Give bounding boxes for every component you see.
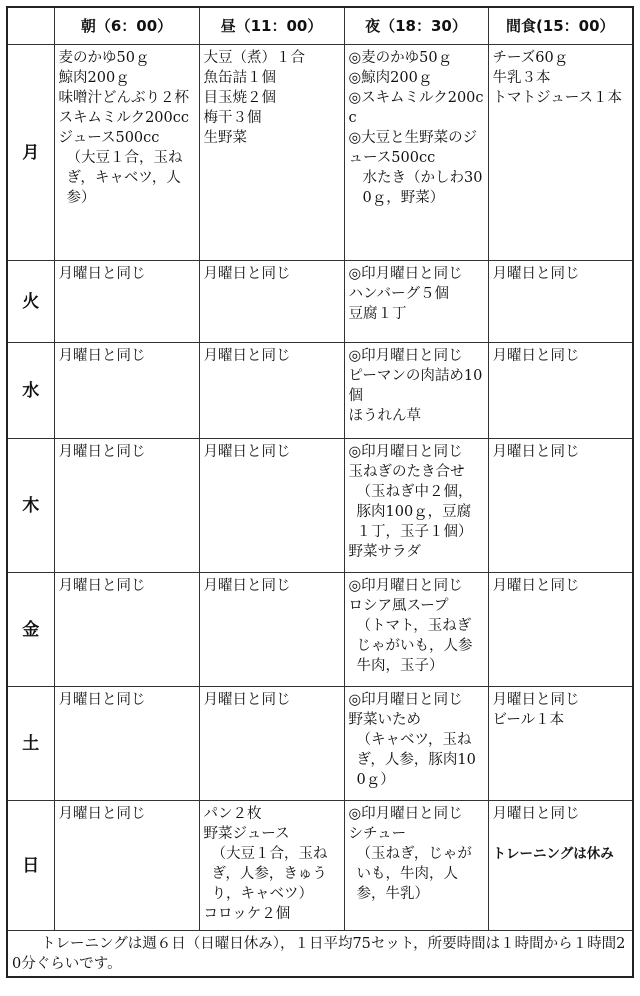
menu-item: ◎印月曜日と同じ xyxy=(348,806,463,822)
menu-item: 生野菜 xyxy=(203,130,247,146)
cell-thursday-snack xyxy=(488,439,633,573)
cell-friday-dinner xyxy=(344,573,488,687)
cell-tuesday-snack xyxy=(488,261,633,343)
menu-item: 月曜日と同じ xyxy=(58,578,146,594)
menu-item: ◎印月曜日と同じ xyxy=(348,348,463,364)
menu-item: 月曜日と同じ xyxy=(203,444,291,460)
cell-thursday-lunch xyxy=(199,439,344,573)
menu-item: 月曜日と同じ xyxy=(492,348,580,364)
menu-item: 月曜日と同じ xyxy=(58,692,146,708)
menu-item: 月曜日と同じ xyxy=(492,806,580,822)
menu-item: ◎スキムミルク200cc xyxy=(348,90,484,126)
menu-item: 月曜日と同じ xyxy=(58,444,146,460)
cell-saturday-breakfast xyxy=(54,687,199,801)
header-snack: 間食(15：00） xyxy=(488,7,633,45)
cell-friday-snack xyxy=(488,573,633,687)
menu-item: ハンバーグ５個 xyxy=(348,286,449,302)
menu-item: 豆腐１丁 xyxy=(348,306,407,322)
cell-wednesday-lunch xyxy=(199,343,344,439)
menu-item: シチュー xyxy=(348,826,407,842)
cell-tuesday-breakfast xyxy=(54,261,199,343)
corner-cell xyxy=(7,7,54,45)
cell-wednesday-dinner xyxy=(344,343,488,439)
day-label-thursday: 木 xyxy=(7,439,54,573)
menu-item: ◎印月曜日と同じ xyxy=(348,578,463,594)
menu-item: スキムミルク200cc xyxy=(58,110,189,126)
menu-item: ◎印月曜日と同じ xyxy=(348,266,463,282)
menu-item: 鯨肉200ｇ xyxy=(58,70,130,86)
menu-item: 月曜日と同じ xyxy=(58,348,146,364)
cell-thursday-breakfast xyxy=(54,439,199,573)
menu-item: （キャベツ，玉ねぎ，人参，豚肉100ｇ） xyxy=(356,732,476,788)
menu-item: 野菜いため xyxy=(348,712,421,728)
training-rest-note: トレーニングは休み xyxy=(492,846,614,862)
menu-item: コロッケ２個 xyxy=(203,906,291,922)
menu-item: ほうれん草 xyxy=(348,408,421,424)
header-lunch: 昼（11：00） xyxy=(199,7,344,45)
menu-item: 月曜日と同じ xyxy=(492,578,580,594)
menu-item: 梅干３個 xyxy=(203,110,262,126)
cell-wednesday-snack xyxy=(488,343,633,439)
menu-item: ◎大豆と生野菜のジュース500cc xyxy=(348,130,478,166)
cell-wednesday-breakfast xyxy=(54,343,199,439)
meal-schedule-table xyxy=(6,6,634,978)
cell-monday-snack xyxy=(488,45,633,261)
table-row-tuesday xyxy=(7,261,633,343)
day-label-friday: 金 xyxy=(7,573,54,687)
menu-item: 麦のかゆ50ｇ xyxy=(58,50,150,66)
menu-item: 牛乳３本 xyxy=(492,70,551,86)
menu-item: ピーマンの肉詰め10個 xyxy=(348,368,483,404)
menu-item: ◎麦のかゆ50ｇ xyxy=(348,50,453,66)
cell-sunday-dinner xyxy=(344,801,488,931)
table-row-sunday xyxy=(7,801,633,931)
menu-item: 月曜日と同じ xyxy=(203,266,291,282)
table-row-monday xyxy=(7,45,633,261)
menu-item: 月曜日と同じ xyxy=(203,578,291,594)
cell-saturday-snack xyxy=(488,687,633,801)
cell-sunday-breakfast xyxy=(54,801,199,931)
header-dinner: 夜（18：30） xyxy=(344,7,488,45)
header-breakfast: 朝（6：00） xyxy=(54,7,199,45)
cell-friday-lunch xyxy=(199,573,344,687)
day-label-wednesday: 水 xyxy=(7,343,54,439)
menu-item: ◎印月曜日と同じ xyxy=(348,692,463,708)
menu-item: ロシア風スープ xyxy=(348,598,449,614)
menu-item: 月曜日と同じ xyxy=(203,692,291,708)
cell-sunday-snack xyxy=(488,801,633,931)
menu-item: ◎印月曜日と同じ xyxy=(348,444,463,460)
cell-friday-breakfast xyxy=(54,573,199,687)
menu-item: 月曜日と同じ xyxy=(58,266,146,282)
menu-item: チーズ60ｇ xyxy=(492,50,569,66)
menu-item: （玉ねぎ，じゃがいも，牛肉，人参，牛乳） xyxy=(356,846,472,902)
cell-saturday-lunch xyxy=(199,687,344,801)
cell-monday-dinner xyxy=(344,45,488,261)
menu-item: 魚缶詰１個 xyxy=(203,70,276,86)
cell-monday-lunch xyxy=(199,45,344,261)
cell-sunday-lunch xyxy=(199,801,344,931)
day-label-tuesday: 火 xyxy=(7,261,54,343)
menu-item: 水たき（かしわ300ｇ，野菜） xyxy=(362,170,483,206)
footer-note-cell xyxy=(7,931,633,978)
cell-tuesday-dinner xyxy=(344,261,488,343)
menu-item: 玉ねぎのたき合せ xyxy=(348,464,465,480)
menu-item: 月曜日と同じ xyxy=(492,692,580,708)
menu-item: 目玉焼２個 xyxy=(203,90,276,106)
table-row-friday xyxy=(7,573,633,687)
training-note: トレーニングは週６日（日曜日休み），１日平均75セット，所要時間は１時間から１時間20分ぐらいです。 xyxy=(12,936,626,972)
menu-item: 月曜日と同じ xyxy=(492,444,580,460)
menu-item: パン２枚 xyxy=(203,806,262,822)
cell-monday-breakfast xyxy=(54,45,199,261)
menu-item: （玉ねぎ中２個，豚肉100ｇ，豆腐１丁，玉子１個） xyxy=(356,484,473,540)
menu-item: 野菜サラダ xyxy=(348,544,421,560)
menu-item: 月曜日と同じ xyxy=(58,806,146,822)
day-label-saturday: 土 xyxy=(7,687,54,801)
day-label-sunday: 日 xyxy=(7,801,54,931)
menu-item: 味噌汁どんぶり２杯 xyxy=(58,90,189,106)
table-row-thursday xyxy=(7,439,633,573)
table-row-saturday xyxy=(7,687,633,801)
menu-item: トマトジュース１本 xyxy=(492,90,622,106)
menu-item: 野菜ジュース xyxy=(203,826,290,842)
menu-item: 大豆（煮）１合 xyxy=(203,50,305,66)
table-row-wednesday xyxy=(7,343,633,439)
cell-tuesday-lunch xyxy=(199,261,344,343)
menu-item: （トマト，玉ねぎじゃがいも，人参牛肉，玉子） xyxy=(356,618,473,674)
footer-row xyxy=(7,931,633,978)
menu-item: 月曜日と同じ xyxy=(492,266,580,282)
day-label-monday: 月 xyxy=(7,45,54,261)
menu-item: ビール１本 xyxy=(492,712,565,728)
cell-saturday-dinner xyxy=(344,687,488,801)
menu-item: （大豆１合，玉ねぎ，人参，きゅうり，キャベツ） xyxy=(211,846,328,902)
header-row xyxy=(7,7,633,45)
cell-thursday-dinner xyxy=(344,439,488,573)
menu-item: ジュース500cc xyxy=(58,130,160,146)
menu-item: （大豆１合，玉ねぎ，キャベツ，人参） xyxy=(66,150,183,206)
menu-item: 月曜日と同じ xyxy=(203,348,291,364)
menu-item: ◎鯨肉200ｇ xyxy=(348,70,433,86)
